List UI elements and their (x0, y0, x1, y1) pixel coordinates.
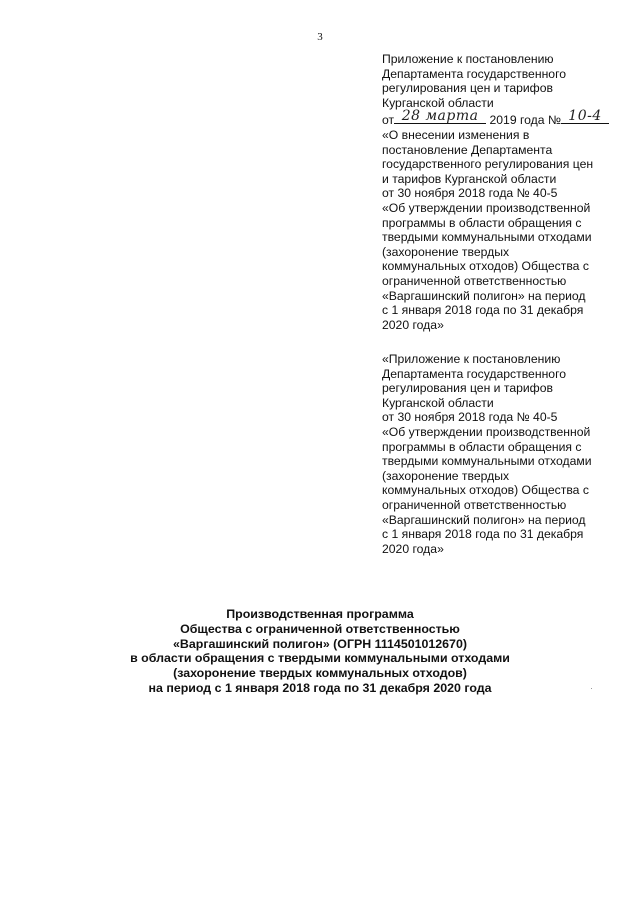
appendix-amended-line: от 30 ноября 2018 года № 40-5 (382, 186, 558, 201)
appendix-original-line: ограниченной ответственностью (382, 497, 567, 512)
appendix-amended-line: и тарифов Курганской области (382, 171, 557, 186)
appendix-original-line: от 30 ноября 2018 года № 40-5 (382, 410, 558, 425)
decree-date-line (382, 110, 632, 128)
date-suffix: 2019 года № (489, 113, 562, 128)
appendix-original-line: регулирования цен и тарифов (382, 381, 553, 396)
appendix-original-line: «Об утверждении производственной (382, 424, 591, 439)
appendix-amended-line: «О внесении изменения в (382, 127, 530, 142)
appendix-amended-line: твердыми коммунальными отходами (382, 230, 592, 245)
date-fill-line (394, 110, 486, 124)
appendix-amended-line: программы в области обращения с (382, 215, 582, 230)
appendix-original (382, 352, 632, 556)
date-prefix: от (382, 113, 395, 128)
appendix-amended-line: «Варгашинский полигон» на период (382, 288, 586, 303)
appendix-amended-line: (захоронение твердых (382, 244, 510, 259)
appendix-amended-line: постановление Департамента (382, 142, 553, 157)
program-title-line: Производственная программа (226, 607, 414, 621)
program-title-line: (захоронение твердых коммунальных отходов) (173, 666, 467, 681)
handwritten-number: 10-4 (568, 108, 602, 125)
appendix-amended (382, 52, 632, 332)
appendix-original-line: «Варгашинский полигон» на период (382, 512, 586, 527)
appendix-amended-line: коммунальных отходов) Общества с (382, 259, 589, 274)
scan-speck (591, 688, 592, 689)
appendix-amended-line: «Об утверждении производственной (382, 200, 591, 215)
appendix-original-line: твердыми коммунальными отходами (382, 454, 592, 469)
program-title-line: «Варгашинский полигон» (ОГРН 1114501012670) (173, 636, 467, 651)
appendix-amended-line: ограниченной ответственностью (382, 273, 567, 288)
program-title-line: Общества с ограниченной ответственностью (180, 621, 460, 636)
handwritten-date: 28 марта (401, 108, 479, 125)
appendix-amended-line: 2020 года» (382, 317, 444, 332)
appendix-original-line: коммунальных отходов) Общества с (382, 483, 589, 498)
page-number: 3 (317, 31, 323, 43)
appendix-amended-rest (382, 128, 632, 332)
appendix-amended-line: с 1 января 2018 года по 31 декабря (382, 303, 584, 318)
program-title-line: в области обращения с твердыми коммунальными отходами (130, 651, 510, 666)
appendix-amended-line: Приложение к постановлению (382, 52, 554, 66)
appendix-amended-line: регулирования цен и тарифов (382, 81, 553, 96)
program-title-line: на период с 1 января 2018 года по 31 декабря 2020 года (148, 680, 492, 695)
appendix-amended-line: Департамента государственного (382, 66, 567, 81)
appendix-original-line: программы в области обращения с (382, 439, 582, 454)
appendix-original-line: (захоронение твердых (382, 468, 510, 483)
appendix-amended-line: Курганской области (382, 95, 494, 110)
appendix-original-line: «Приложение к постановлению (382, 352, 561, 366)
appendix-amended-line: государственного регулирования цен (382, 157, 594, 172)
appendix-original-line: Курганской области (382, 395, 494, 410)
appendix-original-line: Департамента государственного (382, 366, 567, 381)
appendix-original-line: 2020 года» (382, 541, 444, 556)
program-title (0, 607, 640, 696)
appendix-original-line: с 1 января 2018 года по 31 декабря (382, 527, 584, 542)
number-fill-line (561, 110, 609, 124)
